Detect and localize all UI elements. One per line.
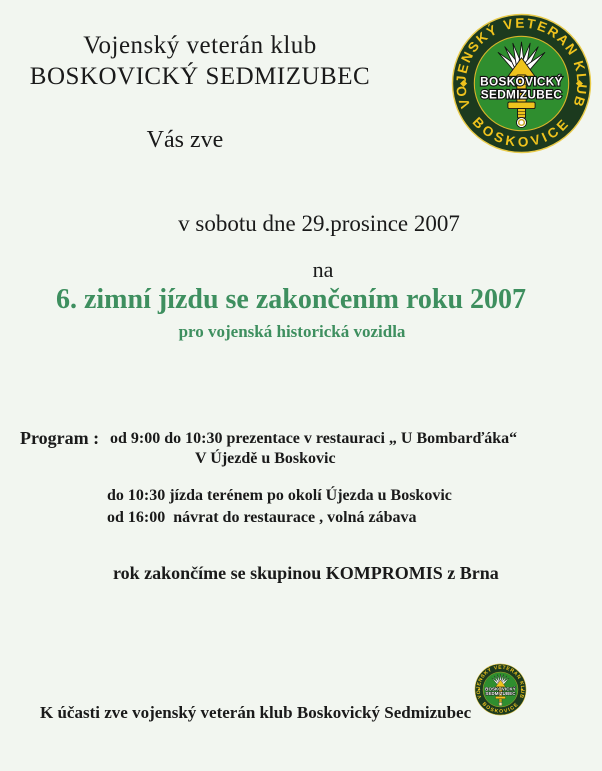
- club-logo-small: [474, 663, 527, 716]
- program-line-terrain-ride: do 10:30 jízda terénem po okolí Újezda u Boskovic: [107, 487, 452, 504]
- event-date: v sobotu dne 29.prosince 2007: [178, 211, 460, 236]
- program-line-presentation: od 9:00 do 10:30 prezentace v restauraci „ U Bombarďáka“: [110, 430, 518, 447]
- footer-invite-line: K účasti zve vojenský veterán klub Boskovický Sedmizubec: [40, 703, 472, 722]
- program-label: Program :: [20, 428, 100, 448]
- club-name-line1: Vojenský veterán klub: [83, 32, 317, 59]
- club-name-line2: BOSKOVICKÝ SEDMIZUBEC: [29, 63, 371, 90]
- event-subtitle: pro vojenská historická vozidla: [178, 322, 406, 341]
- band-note: rok zakončíme se skupinou KOMPROMIS z Brna: [113, 563, 499, 583]
- event-title: 6. zimní jízdu se zakončením roku 2007: [55, 284, 527, 315]
- club-name: [0, 30, 400, 92]
- preposition-na: na: [312, 257, 334, 282]
- invite-line: Vás zve: [146, 127, 224, 153]
- club-logo-large: [450, 12, 593, 155]
- program-line-return: od 16:00 návrat do restaurace , volná zábava: [107, 509, 417, 526]
- program-line-location: V Újezdě u Boskovic: [195, 450, 336, 467]
